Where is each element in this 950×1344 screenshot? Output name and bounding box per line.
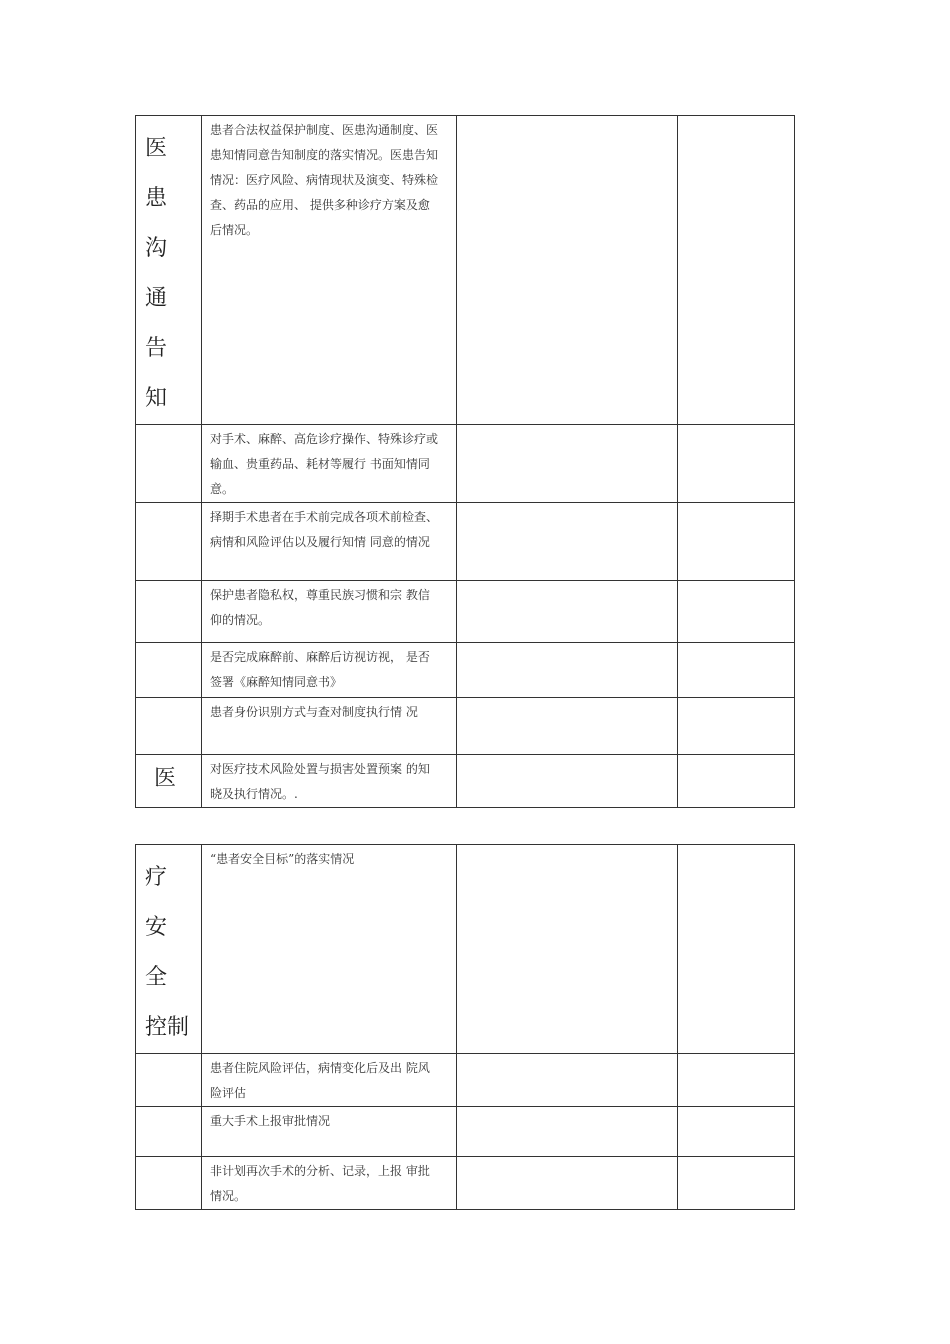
score-cell[interactable] <box>678 845 795 1054</box>
inspection-table-1 <box>135 115 795 808</box>
item-cell <box>202 425 457 503</box>
table-row <box>136 755 795 808</box>
score-cell[interactable] <box>678 698 795 755</box>
result-cell[interactable] <box>457 643 678 698</box>
item-text: 择期手术患者在手术前完成各项术前检查、 病情和风险评估以及履行知情 同意的情况 <box>210 510 439 549</box>
category-cell <box>136 425 202 503</box>
score-cell[interactable] <box>678 1157 795 1210</box>
result-cell[interactable] <box>457 116 678 425</box>
score-cell[interactable] <box>678 755 795 808</box>
table-row <box>136 1107 795 1157</box>
category-cell <box>136 1054 202 1107</box>
score-cell[interactable] <box>678 1054 795 1107</box>
item-text: 非计划再次手术的分析、记录，上报 审批 情况。 <box>210 1164 430 1203</box>
category-label <box>136 698 201 706</box>
item-cell <box>202 1107 457 1157</box>
item-text: 重大手术上报审批情况 <box>210 1114 331 1128</box>
table-row <box>136 503 795 581</box>
result-cell[interactable] <box>457 1054 678 1107</box>
category-label <box>136 503 201 511</box>
category-label: 医 <box>154 766 177 791</box>
result-cell[interactable] <box>457 1107 678 1157</box>
score-cell[interactable] <box>678 116 795 425</box>
result-cell[interactable] <box>457 503 678 581</box>
category-cell <box>136 698 202 755</box>
table-row <box>136 1054 795 1107</box>
result-cell[interactable] <box>457 755 678 808</box>
item-cell <box>202 503 457 581</box>
table-row <box>136 1157 795 1210</box>
table-row <box>136 425 795 503</box>
result-cell[interactable] <box>457 581 678 643</box>
score-cell[interactable] <box>678 581 795 643</box>
category-label <box>136 581 201 589</box>
category-label <box>136 643 201 651</box>
category-cell <box>136 845 202 1054</box>
category-label: 疗 安 全 控制 <box>145 865 190 1040</box>
item-text: 是否完成麻醉前、麻醉后访视访视， 是否 签署《麻醉知情同意书》 <box>210 650 430 689</box>
score-cell[interactable] <box>678 503 795 581</box>
item-cell <box>202 1054 457 1107</box>
item-text: 对手术、麻醉、高危诊疗操作、特殊诊疗或 输血、贵重药品、耗材等履行 书面知情同 意。 <box>210 432 439 496</box>
table-row <box>136 698 795 755</box>
item-cell <box>202 643 457 698</box>
category-cell <box>136 1157 202 1210</box>
table-row <box>136 643 795 698</box>
score-cell[interactable] <box>678 643 795 698</box>
category-label <box>136 1157 201 1165</box>
table-row <box>136 116 795 425</box>
item-text: 患者住院风险评估，病情变化后及出 院风 险评估 <box>210 1061 430 1100</box>
item-text: 对医疗技术风险处置与损害处置预案 的知 晓及执行情况。. <box>210 762 430 801</box>
category-label <box>136 425 201 433</box>
score-cell[interactable] <box>678 1107 795 1157</box>
item-cell <box>202 755 457 808</box>
item-text: 保护患者隐私权，尊重民族习惯和宗 教信 仰的情况。 <box>210 588 430 627</box>
item-cell <box>202 845 457 1054</box>
item-text: 患者合法权益保护制度、医患沟通制度、医 患知情同意告知制度的落实情况。医患告知 情况：医疗风险、病情现状及演变、特殊检 查、药品的应用、 提供多种诊疗方案及愈 后情况。 <box>210 123 439 237</box>
category-label <box>136 1054 201 1062</box>
table-row <box>136 845 795 1054</box>
category-label <box>136 1107 201 1115</box>
item-cell <box>202 581 457 643</box>
result-cell[interactable] <box>457 425 678 503</box>
inspection-table-2 <box>135 844 795 1210</box>
item-text: “患者安全目标”的落实情况 <box>210 852 355 866</box>
category-cell <box>136 116 202 425</box>
category-label: 医 患 沟 通 告 知 <box>145 136 168 411</box>
category-cell <box>136 581 202 643</box>
result-cell[interactable] <box>457 1157 678 1210</box>
score-cell[interactable] <box>678 425 795 503</box>
category-cell <box>136 1107 202 1157</box>
category-cell <box>136 643 202 698</box>
category-cell <box>136 503 202 581</box>
item-cell <box>202 1157 457 1210</box>
item-cell <box>202 698 457 755</box>
result-cell[interactable] <box>457 845 678 1054</box>
table-row <box>136 581 795 643</box>
result-cell[interactable] <box>457 698 678 755</box>
item-text: 患者身份识别方式与查对制度执行情 况 <box>210 705 418 719</box>
category-cell <box>136 755 202 808</box>
item-cell <box>202 116 457 425</box>
